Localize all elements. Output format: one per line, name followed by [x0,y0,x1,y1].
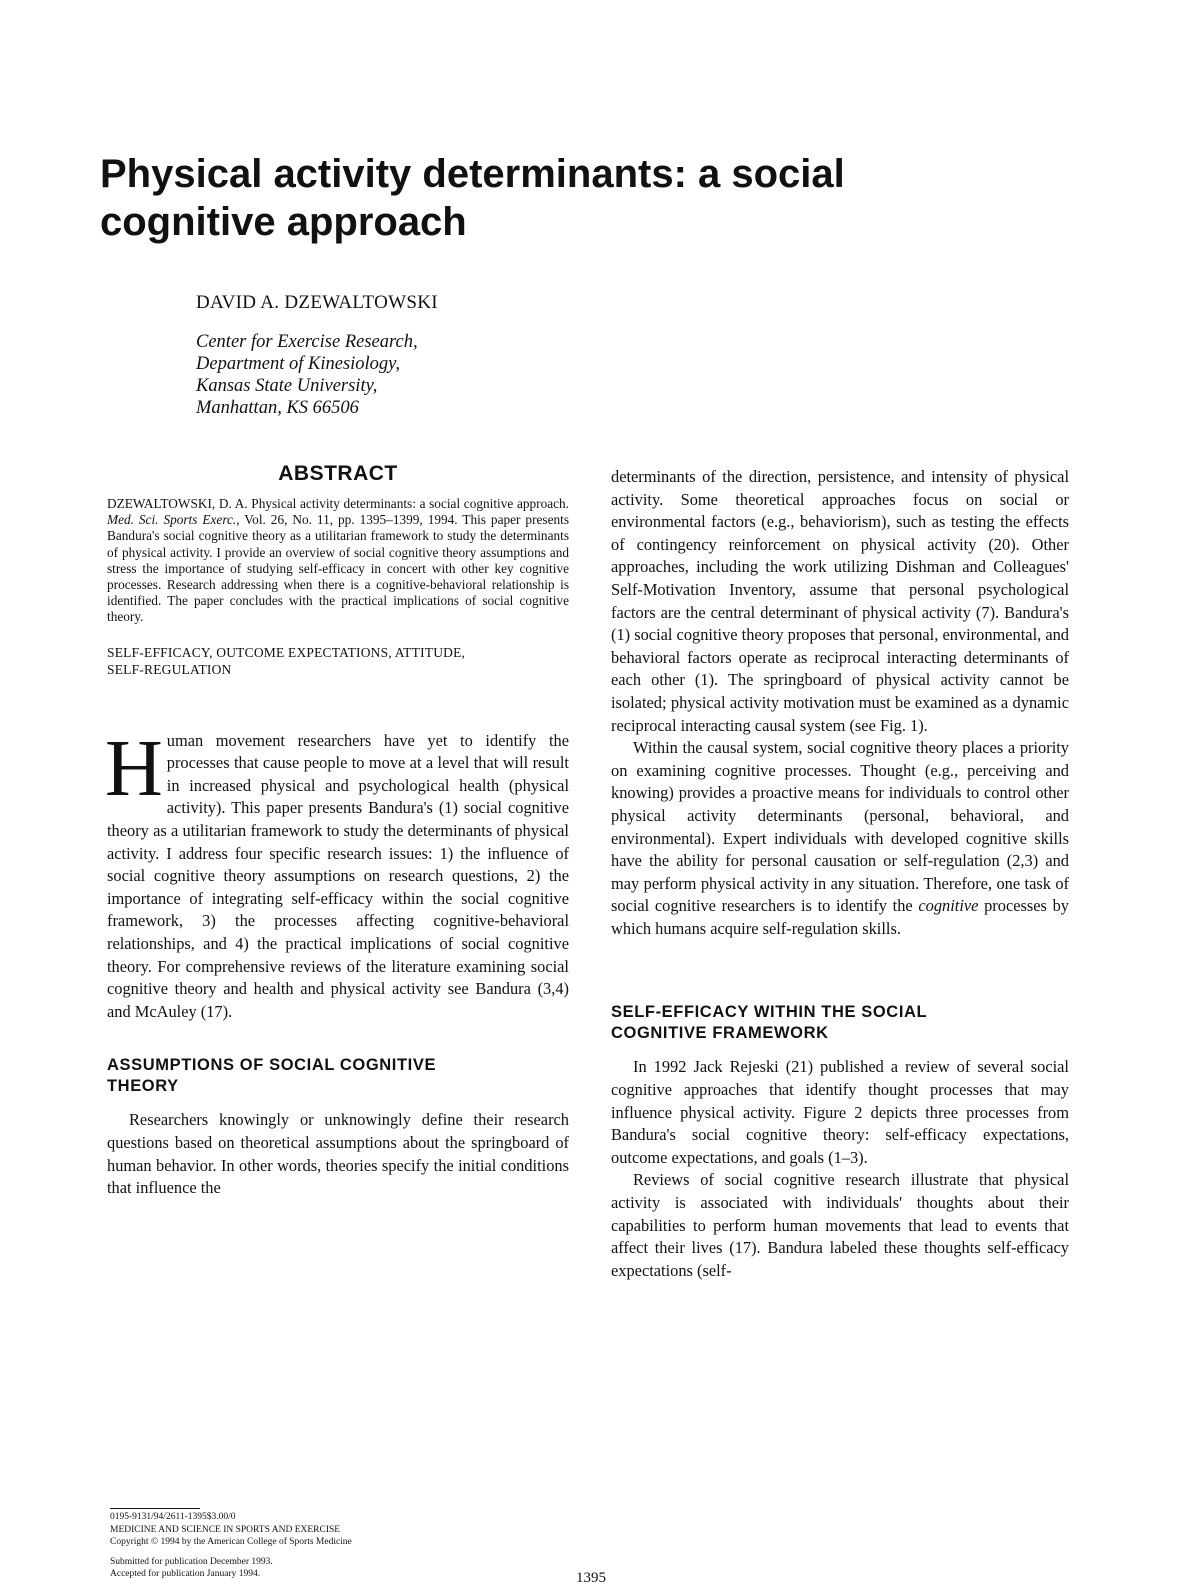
section-heading-line: SELF-EFFICACY WITHIN THE SOCIAL [611,1003,928,1022]
affiliation-line: Kansas State University, [196,376,378,396]
keywords-line-2: SELF-REGULATION [107,661,232,677]
paragraph-text: processes by which humans acquire self-regulation skills. [611,896,1069,938]
affiliation-line: Center for Exercise Research, [196,332,418,352]
abstract-body: , Vol. 26, No. 11, pp. 1395–1399, 1994. This paper presents Bandura's social cognitive theory as a utilitarian framework to study the determinants of physical activity. I provide an overview of social cognitive theory assumptions and stress the importance of studying self-efficacy in concert with other key cognitive processes. Research addressing when there is a cognitive-behavioral relationship is identified. The paper concludes with the practical implications of social cognitive theory. [107,512,569,625]
title-line-1: Physical activity determinants: a social [100,152,845,196]
intro-paragraph [105,724,569,1024]
right-column [611,466,1069,1282]
paper-title [100,150,1000,246]
section-heading-self-efficacy [611,1002,1069,1044]
author-name: DAVID A. DZEWALTOWSKI [196,292,438,313]
footnote-submitted: Submitted for publication December 1993. [110,1556,273,1567]
reviews-paragraph: Reviews of social cognitive research illustrate that physical activity is associated with individuals' thoughts about their capabilities to perform human movements that lead to events that affect their lives (17). Bandura labeled these thoughts self-efficacy expectations (self- [611,1170,1069,1280]
keywords-line-1: SELF-EFFICACY, OUTCOME EXPECTATIONS, ATTITUDE, [107,644,466,660]
footnote-copyright: Copyright © 1994 by the American College of Sports Medicine [110,1537,352,1547]
section-heading-line: COGNITIVE FRAMEWORK [611,1024,829,1043]
section-heading-line: THEORY [107,1077,179,1096]
section-heading-assumptions [107,1055,569,1097]
abstract-text [107,496,569,626]
affiliation-line: Department of Kinesiology, [196,354,400,374]
footnote-journal: MEDICINE AND SCIENCE IN SPORTS AND EXERCISE [110,1524,341,1535]
rejeski-paragraph: In 1992 Jack Rejeski (21) published a review of several social cognitive approaches that identify thought processes that may influence physical activity. Figure 2 depicts three processes from Bandura's social cognitive theory: self-efficacy expectations, outcome expectations, and goals (1–3). [611,1057,1069,1167]
abstract-citation: DZEWALTOWSKI, D. A. Physical activity determinants: a social cognitive approach. [107,496,569,511]
keywords [107,644,569,678]
section-heading-line: ASSUMPTIONS OF SOCIAL COGNITIVE [107,1056,437,1075]
continued-paragraph: determinants of the direction, persistence, and intensity of physical activity. Some theoretical approaches focus on social or environmental factors (e.g., behaviorism), such as testing the effects of contingency reinforcement on physical activity (20). Other approaches, including the work utilizing Dishman and Colleagues' Self-Motivation Inventory, assume that personal psychological factors are the central determinant of physical activity (7). Bandura's (1) social cognitive theory proposes that personal, environmental, and behavioral factors operate as reciprocal interacting determinants of each other (1). The springboard of physical activity cannot be isolated; physical activity motivation must be examined as a dynamic reciprocal interacting causal system (see Fig. 1). [611,467,1069,735]
footnote-accepted: Accepted for publication January 1994. [110,1569,261,1579]
author-affiliation [196,331,418,419]
abstract-heading: ABSTRACT [278,462,398,485]
page-number: 1395 [576,1570,606,1586]
drop-cap: H [105,724,163,813]
assumptions-paragraph: Researchers knowingly or unknowingly define their research questions based on theoretical assumptions about the springboard of human behavior. In other words, theories specify the initial conditions that influence the [107,1110,569,1198]
footnote-code: 0195-9131/94/2611-1395$3.00/0 [110,1512,236,1522]
intro-text: uman movement researchers have yet to identify the processes that cause people to move at a level that will result in increased physical and psychological health (physical activity). This paper presents Bandura's (1) social cognitive theory as a utilitarian framework to study the determinants of physical activity. I address four specific research issues: 1) the influence of social cognitive theory assumptions on research questions, 2) the importance of integrating self-efficacy within the social cognitive framework, 3) the processes affecting cognitive-behavioral relationships, and 4) the practical implications of social cognitive theory. For comprehensive reviews of the literature examining social cognitive theory and health and physical activity see Bandura (3,4) and McAuley (17). [107,730,569,1021]
paragraph-text: Within the causal system, social cognitive theory places a priority on examining cognitive processes. Thought (e.g., perceiving and knowing) provides a proactive means for individuals to control other physical activity determinants (personal, behavioral, and environmental). Expert individuals with developed cognitive skills have the ability for personal causation or self-regulation (2,3) and may perform physical activity in any situation. Therefore, one task of social cognitive researchers is to identify the [611,738,1069,916]
affiliation-line: Manhattan, KS 66506 [196,398,359,418]
journal-abbrev: Med. Sci. Sports Exerc. [107,512,237,528]
left-column [107,462,569,1200]
title-line-2: cognitive approach [100,200,467,244]
footnote-rule [110,1508,200,1509]
emphasis-cognitive: cognitive [918,896,979,916]
causal-system-paragraph [611,737,1069,940]
footnote [110,1508,510,1581]
